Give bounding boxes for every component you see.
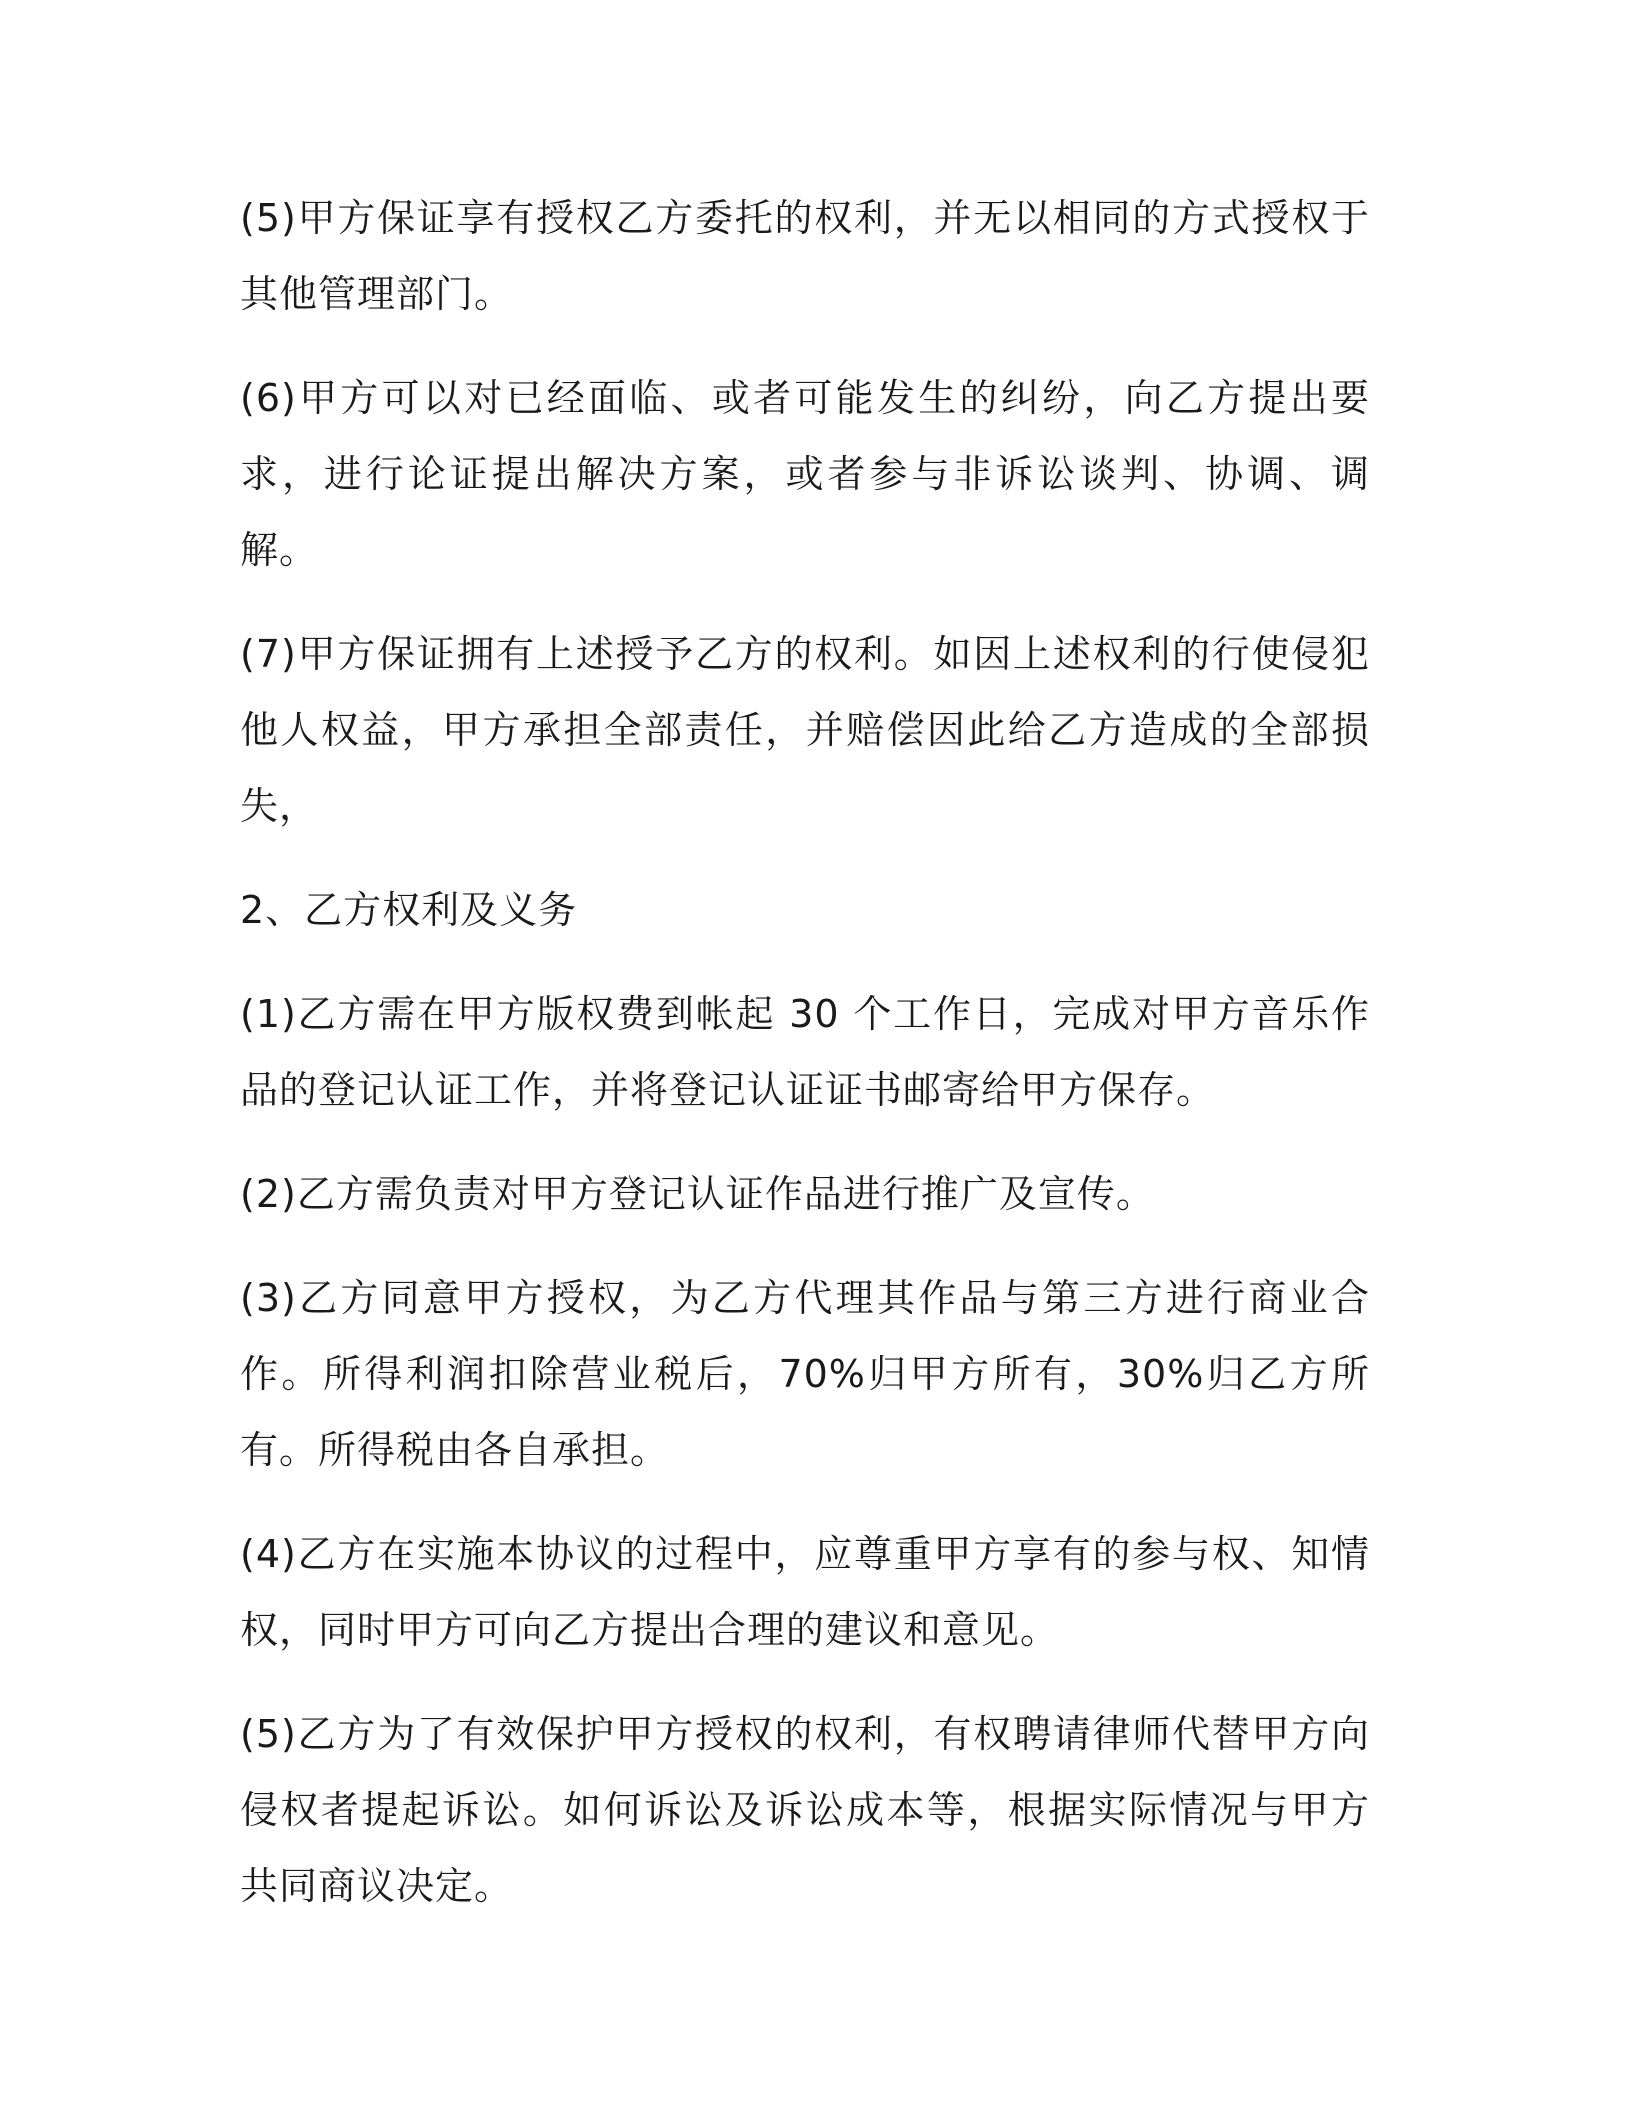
clause-party-b-1: (1)乙方需在甲方版权费到帐起 30 个工作日，完成对甲方音乐作品的登记认证工作，并将登记认证证书邮寄给甲方保存。 xyxy=(240,992,1370,1112)
document-page xyxy=(240,180,1370,1952)
clause-party-b-4: (4)乙方在实施本协议的过程中，应尊重甲方享有的参与权、知情权，同时甲方可向乙方提出合理的建议和意见。 xyxy=(240,1532,1370,1652)
clause-party-a-5: (5)甲方保证享有授权乙方委托的权利，并无以相同的方式授权于其他管理部门。 xyxy=(240,196,1370,316)
clause-party-b-5: (5)乙方为了有效保护甲方授权的权利，有权聘请律师代替甲方向侵权者提起诉讼。如何诉讼及诉讼成本等，根据实际情况与甲方共同商议决定。 xyxy=(240,1712,1370,1908)
clause-party-a-7: (7)甲方保证拥有上述授予乙方的权利。如因上述权利的行使侵犯他人权益，甲方承担全部责任，并赔偿因此给乙方造成的全部损失， xyxy=(240,632,1370,828)
clause-party-a-6: (6)甲方可以对已经面临、或者可能发生的纠纷，向乙方提出要求，进行论证提出解决方案，或者参与非诉讼谈判、协调、调解。 xyxy=(240,376,1370,572)
section-heading-party-b: 2、乙方权利及义务 xyxy=(240,888,578,932)
clause-party-b-3: (3)乙方同意甲方授权，为乙方代理其作品与第三方进行商业合作。所得利润扣除营业税后，70%归甲方所有，30%归乙方所有。所得税由各自承担。 xyxy=(240,1276,1370,1472)
clause-party-b-2: (2)乙方需负责对甲方登记认证作品进行推广及宣传。 xyxy=(240,1172,1155,1216)
